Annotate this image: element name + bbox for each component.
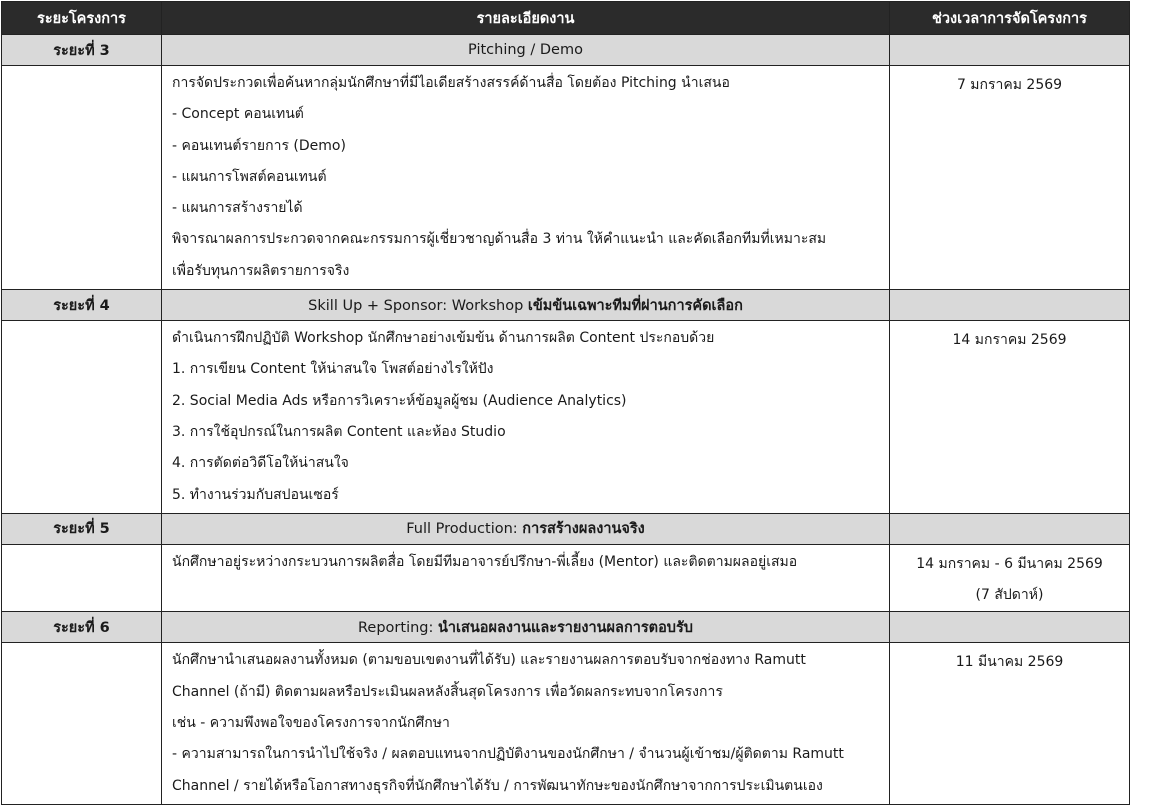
phase-timeline xyxy=(890,643,1130,804)
timeline-line: 14 มกราคม 2569 xyxy=(952,332,1067,349)
detail-line: - Concept คอนเทนต์ xyxy=(172,106,304,123)
phase-header-row xyxy=(2,513,1130,544)
header-timeline: ช่วงเวลาการจัดโครงการ xyxy=(890,2,1130,35)
detail-line: - แผนการสร้างรายได้ xyxy=(172,200,303,217)
detail-line: พิจารณาผลการประกวดจากคณะกรรมการผู้เชี่ยวชาญด้านสื่อ 3 ท่าน ให้คำแนะนำ และคัดเลือกทีมที่เหมาะสม xyxy=(172,231,827,248)
detail-line: นักศึกษานำเสนอผลงานทั้งหมด (ตามขอบเขตงานที่ได้รับ) และรายงานผลการตอบรับจากช่องทาง Ramutt xyxy=(172,652,806,669)
phase-header-empty-cell xyxy=(890,513,1130,544)
phase-body-row xyxy=(2,321,1130,514)
phase-title-emphasis: เข้มข้นเฉพาะทีมที่ผ่านการคัดเลือก xyxy=(527,297,743,314)
phase-name: ระยะที่ 3 xyxy=(2,35,162,66)
phase-body-row xyxy=(2,643,1130,804)
phase-body-empty-cell xyxy=(2,643,162,804)
detail-line: 4. การตัดต่อวิดีโอให้น่าสนใจ xyxy=(172,455,349,472)
phase-title-text: Pitching / Demo xyxy=(468,42,583,58)
table-header-row xyxy=(2,2,1130,35)
detail-line: นักศึกษาอยู่ระหว่างกระบวนการผลิตสื่อ โดยมีทีมอาจารย์ปรึกษา-พี่เลี้ยง (Mentor) และติดตามผลอยู่เสมอ xyxy=(172,553,798,570)
project-timeline-table xyxy=(1,1,1130,805)
table-body xyxy=(2,35,1130,805)
phase-title-emphasis: การสร้างผลงานจริง xyxy=(522,521,645,538)
timeline-line: (7 สัปดาห์) xyxy=(975,587,1044,604)
phase-body-row xyxy=(2,66,1130,290)
detail-line: - ความสามารถในการนำไปใช้จริง / ผลตอบแทนจากปฏิบัติงานของนักศึกษา / จำนวนผู้เข้าชม/ผู้ติดตาม Ramutt xyxy=(172,746,844,763)
phase-title-text: Reporting: xyxy=(358,619,438,636)
detail-line: การจัดประกวดเพื่อค้นหากลุ่มนักศึกษาที่มีไอเดียสร้างสรรค์ด้านสื่อ โดยต้อง Pitching นำเสนอ xyxy=(172,75,730,91)
phase-timeline xyxy=(890,321,1130,514)
phase-header-row xyxy=(2,612,1130,643)
detail-line: เช่น - ความพึงพอใจของโครงการจากนักศึกษา xyxy=(172,715,450,732)
detail-line: 3. การใช้อุปกรณ์ในการผลิต Content และห้อง Studio xyxy=(172,423,506,440)
timeline-line: 7 มกราคม 2569 xyxy=(956,77,1063,93)
phase-header-empty-cell xyxy=(890,290,1130,321)
phase-name: ระยะที่ 5 xyxy=(2,513,162,544)
phase-details xyxy=(162,643,890,804)
detail-line: เพื่อรับทุนการผลิตรายการจริง xyxy=(172,262,350,279)
phase-title xyxy=(162,290,890,321)
phase-title-emphasis: นำเสนอผลงานและรายงานผลการตอบรับ xyxy=(437,619,693,636)
detail-line: 1. การเขียน Content ให้น่าสนใจ โพสต์อย่างไรให้ปัง xyxy=(172,361,494,378)
phase-header-empty-cell xyxy=(890,35,1130,66)
detail-line: ดำเนินการฝึกปฏิบัติ Workshop นักศึกษาอย่างเข้มข้น ด้านการผลิต Content ประกอบด้วย xyxy=(172,330,715,347)
timeline-line: 11 มีนาคม 2569 xyxy=(955,654,1064,671)
phase-body-empty-cell xyxy=(2,321,162,514)
phase-title xyxy=(162,35,890,66)
phase-title-text: Full Production: xyxy=(406,521,523,538)
phase-body-empty-cell xyxy=(2,544,162,612)
detail-line: Channel (ถ้ามี) ติดตามผลหรือประเมินผลหลังสิ้นสุดโครงการ เพื่อวัดผลกระทบจากโครงการ xyxy=(172,683,723,700)
detail-line: - แผนการโพสต์คอนเทนต์ xyxy=(172,168,327,185)
phase-title-text: Skill Up + Sponsor: Workshop xyxy=(308,297,528,314)
phase-body-empty-cell xyxy=(2,66,162,290)
header-phase: ระยะโครงการ xyxy=(2,2,162,35)
phase-timeline xyxy=(890,544,1130,612)
phase-details xyxy=(162,66,890,290)
phase-timeline xyxy=(890,66,1130,290)
phase-body-row xyxy=(2,544,1130,612)
detail-line: 5. ทำงานร่วมกับสปอนเซอร์ xyxy=(172,486,339,503)
phase-header-row xyxy=(2,35,1130,66)
phase-header-row xyxy=(2,290,1130,321)
phase-details xyxy=(162,321,890,514)
phase-title xyxy=(162,513,890,544)
timeline-line: 14 มกราคม - 6 มีนาคม 2569 xyxy=(916,555,1103,572)
header-details: รายละเอียดงาน xyxy=(162,2,890,35)
phase-details xyxy=(162,544,890,612)
phase-header-empty-cell xyxy=(890,612,1130,643)
detail-line: Channel / รายได้หรือโอกาสทางธุรกิจที่นักศึกษาได้รับ / การพัฒนาทักษะของนักศึกษาจากการประเมินตนเอง xyxy=(172,777,823,794)
phase-name: ระยะที่ 4 xyxy=(2,290,162,321)
detail-line: 2. Social Media Ads หรือการวิเคราะห์ข้อมูลผู้ชม (Audience Analytics) xyxy=(172,392,627,409)
phase-title xyxy=(162,612,890,643)
phase-name: ระยะที่ 6 xyxy=(2,612,162,643)
detail-line: - คอนเทนต์รายการ (Demo) xyxy=(172,137,346,154)
